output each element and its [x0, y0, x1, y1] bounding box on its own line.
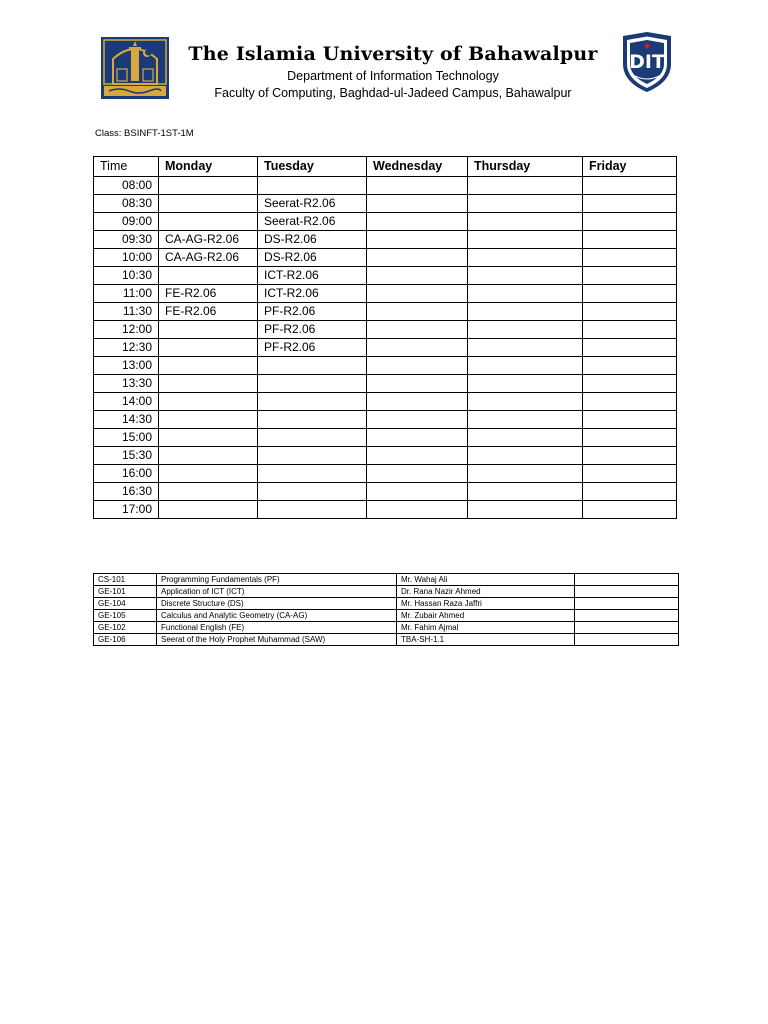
schedule-cell: PF-R2.06: [258, 303, 367, 321]
schedule-cell: [367, 411, 468, 429]
timetable-header-row: [94, 157, 677, 177]
schedule-cell: [468, 339, 583, 357]
time-slot: 13:00: [94, 357, 159, 375]
schedule-cell: [583, 429, 677, 447]
time-slot: 10:30: [94, 267, 159, 285]
time-slot: 09:30: [94, 231, 159, 249]
table-row: [94, 375, 677, 393]
schedule-cell: [367, 465, 468, 483]
schedule-cell: [468, 303, 583, 321]
schedule-cell: CA-AG-R2.06: [159, 249, 258, 267]
schedule-cell: FE-R2.06: [159, 285, 258, 303]
schedule-cell: [468, 195, 583, 213]
table-row: [94, 411, 677, 429]
table-row: [94, 339, 677, 357]
schedule-cell: [468, 249, 583, 267]
table-row: [94, 393, 677, 411]
table-row: [94, 574, 679, 586]
schedule-cell: [367, 339, 468, 357]
table-row: [94, 213, 677, 231]
schedule-cell: Seerat-R2.06: [258, 195, 367, 213]
table-row: [94, 501, 677, 519]
schedule-cell: [258, 357, 367, 375]
schedule-cell: [367, 357, 468, 375]
schedule-cell: [159, 357, 258, 375]
time-slot: 10:00: [94, 249, 159, 267]
course-title: Discrete Structure (DS): [157, 598, 397, 610]
schedule-cell: [159, 213, 258, 231]
schedule-cell: [468, 177, 583, 195]
table-row: [94, 303, 677, 321]
schedule-cell: [367, 249, 468, 267]
course-instructor: Mr. Zubair Ahmed: [397, 610, 575, 622]
table-row: [94, 267, 677, 285]
schedule-cell: [159, 339, 258, 357]
schedule-cell: ICT-R2.06: [258, 285, 367, 303]
course-code: GE-101: [94, 586, 157, 598]
schedule-cell: [583, 285, 677, 303]
header-monday: Monday: [159, 157, 258, 177]
university-logo: [101, 37, 169, 99]
schedule-cell: [583, 411, 677, 429]
table-row: [94, 429, 677, 447]
schedule-cell: [583, 177, 677, 195]
table-row: [94, 622, 679, 634]
schedule-cell: [468, 393, 583, 411]
schedule-cell: PF-R2.06: [258, 339, 367, 357]
schedule-cell: [258, 501, 367, 519]
schedule-cell: [159, 411, 258, 429]
time-slot: 14:30: [94, 411, 159, 429]
course-instructor: Mr. Fahim Ajmal: [397, 622, 575, 634]
schedule-cell: [468, 429, 583, 447]
header-tuesday: Tuesday: [258, 157, 367, 177]
course-title: Programming Fundamentals (PF): [157, 574, 397, 586]
course-instructor: Mr. Wahaj Ali: [397, 574, 575, 586]
table-row: [94, 598, 679, 610]
time-slot: 12:00: [94, 321, 159, 339]
time-slot: 16:00: [94, 465, 159, 483]
course-list: [93, 573, 679, 646]
header-time: Time: [94, 157, 159, 177]
course-list-body: [94, 574, 679, 646]
schedule-cell: [367, 501, 468, 519]
course-extra: [575, 634, 679, 646]
schedule-cell: [468, 267, 583, 285]
table-row: [94, 610, 679, 622]
course-code: GE-104: [94, 598, 157, 610]
schedule-cell: [367, 321, 468, 339]
schedule-cell: [367, 177, 468, 195]
course-instructor: Dr. Rana Nazir Ahmed: [397, 586, 575, 598]
class-label: Class: BSINFT-1ST-1M: [95, 128, 194, 139]
timetable-body: [94, 177, 677, 519]
schedule-cell: [159, 429, 258, 447]
schedule-cell: [159, 177, 258, 195]
header-wednesday: Wednesday: [367, 157, 468, 177]
university-title: The Islamia University of Bahawalpur: [188, 43, 598, 65]
schedule-cell: [258, 465, 367, 483]
course-extra: [575, 586, 679, 598]
schedule-cell: [583, 213, 677, 231]
table-row: [94, 465, 677, 483]
timetable: [93, 156, 677, 519]
schedule-cell: DS-R2.06: [258, 231, 367, 249]
department-name: Department of Information Technology: [287, 69, 499, 83]
course-code: CS-101: [94, 574, 157, 586]
schedule-cell: [367, 447, 468, 465]
schedule-cell: [583, 483, 677, 501]
schedule-cell: [258, 177, 367, 195]
course-extra: [575, 574, 679, 586]
table-row: [94, 357, 677, 375]
schedule-cell: [468, 411, 583, 429]
time-slot: 09:00: [94, 213, 159, 231]
table-row: [94, 447, 677, 465]
schedule-cell: [367, 267, 468, 285]
dit-logo-text: DIT: [629, 51, 665, 73]
schedule-cell: [468, 447, 583, 465]
header-friday: Friday: [583, 157, 677, 177]
schedule-cell: [159, 267, 258, 285]
schedule-cell: [159, 375, 258, 393]
schedule-cell: DS-R2.06: [258, 249, 367, 267]
schedule-cell: CA-AG-R2.06: [159, 231, 258, 249]
schedule-cell: [159, 465, 258, 483]
schedule-cell: [159, 321, 258, 339]
time-slot: 13:30: [94, 375, 159, 393]
schedule-cell: [583, 447, 677, 465]
course-title: Application of ICT (ICT): [157, 586, 397, 598]
course-extra: [575, 610, 679, 622]
schedule-cell: [468, 465, 583, 483]
schedule-cell: PF-R2.06: [258, 321, 367, 339]
schedule-cell: [367, 195, 468, 213]
schedule-cell: [367, 231, 468, 249]
schedule-cell: [159, 501, 258, 519]
table-row: [94, 231, 677, 249]
schedule-cell: [159, 393, 258, 411]
schedule-cell: [367, 483, 468, 501]
schedule-cell: [468, 213, 583, 231]
course-code: GE-102: [94, 622, 157, 634]
schedule-cell: [468, 231, 583, 249]
course-extra: [575, 622, 679, 634]
schedule-cell: [258, 411, 367, 429]
time-slot: 14:00: [94, 393, 159, 411]
schedule-cell: [367, 375, 468, 393]
schedule-cell: [583, 375, 677, 393]
schedule-cell: [583, 501, 677, 519]
schedule-cell: [258, 447, 367, 465]
table-row: [94, 249, 677, 267]
schedule-cell: [468, 501, 583, 519]
course-instructor: TBA-SH-1.1: [397, 634, 575, 646]
time-slot: 08:00: [94, 177, 159, 195]
schedule-cell: [367, 429, 468, 447]
time-slot: 17:00: [94, 501, 159, 519]
schedule-cell: [367, 303, 468, 321]
schedule-cell: [583, 303, 677, 321]
table-row: [94, 586, 679, 598]
table-row: [94, 177, 677, 195]
time-slot: 16:30: [94, 483, 159, 501]
table-row: [94, 285, 677, 303]
faculty-name: Faculty of Computing, Baghdad-ul-Jadeed Campus, Bahawalpur: [214, 86, 572, 100]
course-extra: [575, 598, 679, 610]
table-row: [94, 634, 679, 646]
schedule-cell: [468, 483, 583, 501]
schedule-cell: [159, 195, 258, 213]
course-code: GE-105: [94, 610, 157, 622]
course-instructor: Mr. Hassan Raza Jaffri: [397, 598, 575, 610]
department-logo: [621, 32, 673, 92]
schedule-cell: [583, 393, 677, 411]
schedule-cell: [583, 267, 677, 285]
schedule-cell: [468, 285, 583, 303]
schedule-cell: [159, 447, 258, 465]
course-code: GE-106: [94, 634, 157, 646]
schedule-cell: [583, 465, 677, 483]
time-slot: 15:00: [94, 429, 159, 447]
schedule-cell: [367, 285, 468, 303]
schedule-cell: [468, 321, 583, 339]
schedule-cell: Seerat-R2.06: [258, 213, 367, 231]
schedule-cell: [367, 213, 468, 231]
schedule-cell: [583, 321, 677, 339]
table-row: [94, 195, 677, 213]
course-title: Functional English (FE): [157, 622, 397, 634]
header-thursday: Thursday: [468, 157, 583, 177]
schedule-cell: ICT-R2.06: [258, 267, 367, 285]
time-slot: 12:30: [94, 339, 159, 357]
schedule-cell: FE-R2.06: [159, 303, 258, 321]
schedule-cell: [258, 393, 367, 411]
schedule-cell: [583, 249, 677, 267]
schedule-cell: [258, 429, 367, 447]
schedule-cell: [367, 393, 468, 411]
schedule-cell: [258, 375, 367, 393]
table-row: [94, 483, 677, 501]
time-slot: 11:00: [94, 285, 159, 303]
time-slot: 15:30: [94, 447, 159, 465]
course-title: Calculus and Analytic Geometry (CA-AG): [157, 610, 397, 622]
schedule-cell: [468, 357, 583, 375]
time-slot: 08:30: [94, 195, 159, 213]
course-title: Seerat of the Holy Prophet Muhammad (SAW): [157, 634, 397, 646]
time-slot: 11:30: [94, 303, 159, 321]
schedule-cell: [583, 231, 677, 249]
schedule-cell: [583, 195, 677, 213]
schedule-cell: [583, 357, 677, 375]
schedule-cell: [258, 483, 367, 501]
schedule-cell: [583, 339, 677, 357]
table-row: [94, 321, 677, 339]
schedule-cell: [468, 375, 583, 393]
schedule-cell: [159, 483, 258, 501]
